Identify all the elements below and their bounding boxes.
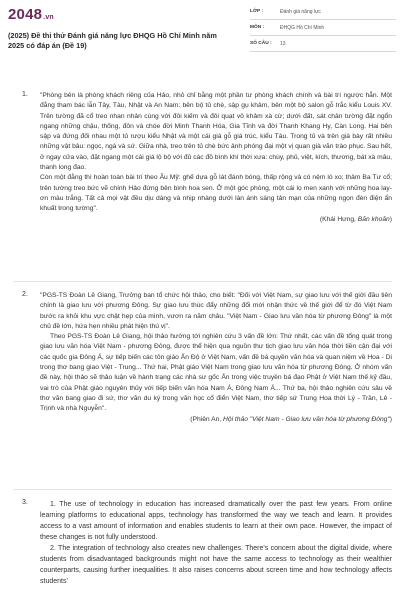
source-end: ) (389, 215, 392, 223)
meta-label-socau: SỐ CÂU : (250, 41, 272, 46)
passage-source (40, 215, 392, 225)
question-number: 2. (22, 291, 28, 298)
question-text (40, 91, 392, 225)
question-divider (14, 489, 392, 490)
source-author: (Khái Hưng, (319, 215, 358, 223)
source-end: ) (389, 415, 392, 423)
brand-suffix: .vn (43, 14, 54, 21)
site-logo[interactable] (8, 6, 54, 23)
page-title: (2025) Đề thi thử Đánh giá năng lực ĐHQG Hồ Chí Minh năm 2025 có đáp án (Đề 19) (8, 31, 217, 50)
meta-label-lop: LỚP : (250, 9, 264, 14)
passage-source (40, 415, 392, 425)
page-header (0, 0, 400, 60)
meta-row-lop (250, 4, 396, 20)
meta-value-mon: ĐHQG Hồ Chí Minh (280, 24, 325, 31)
meta-value-lop: Đánh giá năng lực (280, 8, 321, 15)
passage-paragraph: Còn một đằng thì hoàn toàn bài trí theo Âu Mỹ: ghế dựa gỗ lát đánh bóng, thấp rộng và có nệm lò xo; thảm Ba Tư cổ; trên tường treo bức vẽ chính Hảo đứng bên bình hoa sen. Ở một góc phòng, một cái lọ men xanh với những hoa lay-ơn màu trắng. Tất cả mọi vật đều dịu dàng và nhịp nhàng dưới làn ánh sáng tản mạn của những ngọn đèn điện ẩn khuất trong tường". (40, 174, 392, 213)
source-title: Hội thảo "Việt Nam - Giao lưu văn hóa từ phương Đông" (223, 415, 390, 423)
source-author: (Phiên An, (190, 415, 224, 423)
question-text (40, 291, 392, 425)
passage-paragraph: "Phòng bên là phòng khách riêng của Hảo, nhỏ chỉ bằng một phần tư phòng khách chính và bài trí ngược hẳn. Một đằng tham bác lẫn Tây, Tàu, Nhật và An Nam: bên bộ tủ chè, sập gụ khảm, bên một bộ salon gỗ trắc kiểu Louis XV. Trên tường đã cổ treo nhan nhản cùng với đôi kiếm và đôi quạt vô khảm xà cừ; dưới đất, sát chân tường đặt ngổn ngang những chậu, thống, đôn và chóe đời Minh Thanh Hóa, Gia Tĩnh và đời Thanh Khang Hy, Càn Long. Hai bên sập và đứng đối nhau một tủ rượu kiểu Nhật và một cái giá gỗ giá trúc, kiểu Tàu. Trong tủ và trên giá bày rất nhiều những vật bâu: ngọc, ngà và sứ. Giữa nhà, treo trên tủ chè bức ảnh phóng đại một vị quan già văn trào phục. Sau hết, ở ngay cửa vào, đặt ngang một cái giá lộ bộ với đủ các đồ bình khí thời xưa: chùy, phủ, việt, kích, thương, bát xà mâu, thanh long đao. (40, 92, 392, 172)
passage-paragraph: 2. The integration of technology also creates new challenges. There's concern about the digital divide, where students from disadvantaged backgrounds might not have the same access to technology as their wealthier counterparts, causing further inequalities. It also raises concerns about screen time and how technology affects students' (40, 545, 392, 585)
meta-row-socau (250, 36, 396, 52)
passage-paragraph: 1. The use of technology in education has increased dramatically over the past few years. From online learning platforms to educational apps, technology has transformed the way we teach and learn. It provides access to a vast amount of information and enables students to learn at their own pace. However, the impact of these changes is not fully understood. (40, 501, 392, 541)
meta-row-mon (250, 20, 396, 36)
brand-text: 2048 (8, 6, 43, 23)
passage-paragraph: Theo PGS-TS Đoàn Lê Giang, hội thảo hướng tới nghiên cứu 3 vấn đề lớn: Thứ nhất, các vấn đề tổng quát trong giao lưu văn hóa Việt Nam - phương Đông, được thể hiện qua nguồn thư tịch giao lưu văn hóa thời tiền cận đại với các quốc gia Đông Á, sự tiếp biến các tôn giáo Ấn Độ ở Việt Nam, vấn đề bá quyền văn hóa và quan niệm về Hoa - Di trong thơ bang giao Việt - Trung... Thứ hai, Phật giáo Việt Nam trong giao lưu văn hóa từ phương Đông. Ở nhóm vấn đề này, hội thảo sẽ thảo luận về hành trạng các nhà sư gốc Ấn trong việc truyền bá đạo Phật ở Việt Nam thế kỷ đầu, vai trò của Phật giáo nguyên thủy với tiếp biến văn hóa Nam Á, Đông Nam Á... Thứ ba, hội thảo nghiên cứu sâu về thơ văn bang giao đi sứ, thơ văn du ký trong văn học cổ điển Việt Nam, thơ tiếp sứ Trung Hoa thời Lý - Trần, Lê - Trịnh và nhà Nguyễn". (40, 333, 392, 413)
question-number: 1. (22, 91, 28, 98)
question-divider (14, 281, 392, 282)
question-number: 3. (22, 499, 28, 506)
source-title: Băn khoăn (357, 215, 390, 223)
passage-paragraph: "PGS-TS Đoàn Lê Giang, Trưởng ban tổ chức hội thảo, cho biết: "Đối với Việt Nam, sự giao lưu với thế giới đầu tiên chính là giao lưu với phương Đông. Sự giao lưu thúc đẩy những đổi mới nhận thức về thế giới để từ đó Việt Nam bước ra khỏi khu vực chật hẹp của mình, vươn ra năm châu. "Việt Nam - Giao lưu văn hóa từ phương Đông" là một chủ đề lớn, hứa hẹn nhiều phát hiện thú vị". (40, 292, 392, 330)
meta-value-socau: 13 (280, 40, 286, 47)
exam-meta-table (250, 4, 396, 52)
question-text (40, 499, 392, 587)
meta-label-mon: MÔN : (250, 25, 265, 30)
